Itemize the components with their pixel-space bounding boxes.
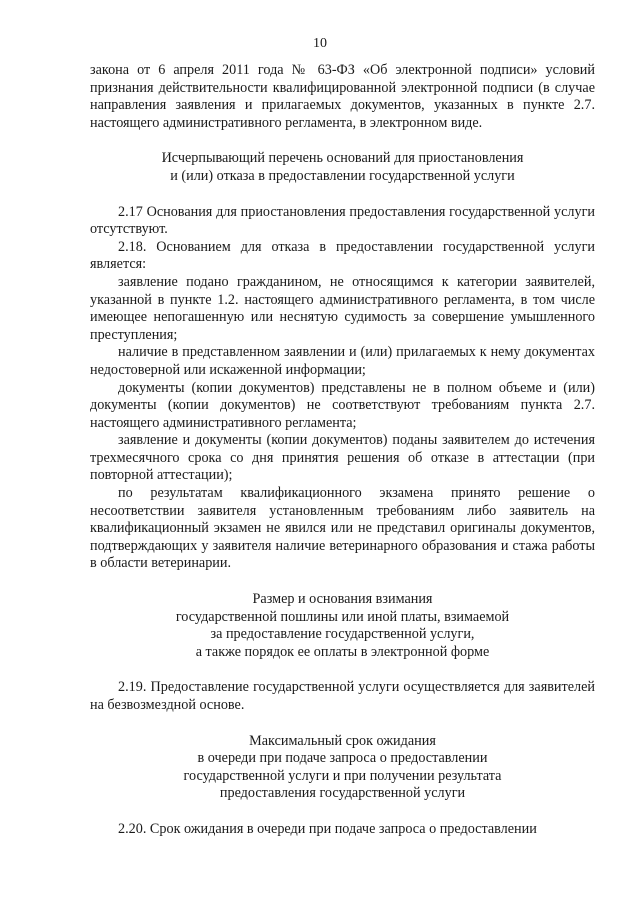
list-item: по результатам квалификационного экзамена принято решение о несоответствии заявителя установленным требованиям либо заявитель на квалификационный экзамен не явился или не представил оригиналы документов, подтверждающих у заявителя наличие ветеринарного образования и стажа работы в области ветеринарии. bbox=[90, 485, 595, 572]
heading-line: Размер и основания взимания bbox=[252, 591, 433, 608]
section-heading-fees bbox=[90, 591, 595, 661]
section-heading-waiting-time bbox=[90, 733, 595, 803]
page-number: 10 bbox=[313, 36, 327, 51]
heading-line: Максимальный срок ожидания bbox=[249, 732, 436, 749]
paragraph-2-17: 2.17 Основания для приостановления предоставления государственной услуги отсутствуют. bbox=[90, 203, 595, 238]
heading-line: предоставления государственной услуги bbox=[219, 785, 466, 802]
list-item: документы (копии документов) представлены не в полном объеме и (или) документы (копии документов) не соответствуют требованиям пункта 2.7. настоящего административного регламента; bbox=[90, 379, 595, 431]
heading-line: в очереди при подаче запроса о предоставлении bbox=[197, 750, 488, 767]
heading-line: государственной услуги и при получении результата bbox=[183, 767, 502, 784]
section-heading-grounds bbox=[90, 150, 595, 185]
heading-line: за предоставление государственной услуги, bbox=[210, 626, 475, 643]
list-item: заявление подано гражданином, не относящимся к категории заявителей, указанной в пункте 1.2. настоящего административного регламента, в том числе имеющее непогашенную или неснятую судимость за совершение умышленного преступления; bbox=[90, 273, 595, 343]
paragraph-2-18: 2.18. Основанием для отказа в предоставлении государственной услуги является: bbox=[90, 238, 595, 273]
page-content bbox=[90, 62, 595, 839]
heading-line: Исчерпывающий перечень оснований для приостановления bbox=[161, 150, 524, 167]
list-item: наличие в представленном заявлении и (или) прилагаемых к нему документах недостоверной или искаженной информации; bbox=[90, 344, 595, 378]
intro-paragraph: закона от 6 апреля 2011 года № 63-ФЗ «Об электронной подписи» условий признания действительности квалифицированной электронной подписи (в случае направления заявления и прилагаемых документов, указанных в пункте 2.7. настоящего административного регламента, в электронном виде. bbox=[90, 62, 595, 131]
heading-line: государственной пошлины или иной платы, взимаемой bbox=[175, 608, 510, 625]
heading-line: и (или) отказа в предоставлении государственной услуги bbox=[170, 167, 515, 184]
paragraph-2-19: 2.19. Предоставление государственной услуги осуществляется для заявителей на безвозмездной основе. bbox=[90, 679, 595, 713]
paragraph-2-20: 2.20. Срок ожидания в очереди при подаче запроса о предоставлении bbox=[118, 820, 537, 837]
list-item: заявление и документы (копии документов) поданы заявителем до истечения трехмесячного срока со дня принятия решения об отказе в аттестации (при повторной аттестации); bbox=[90, 432, 595, 484]
heading-line: а также порядок ее оплаты в электронной форме bbox=[195, 643, 490, 660]
